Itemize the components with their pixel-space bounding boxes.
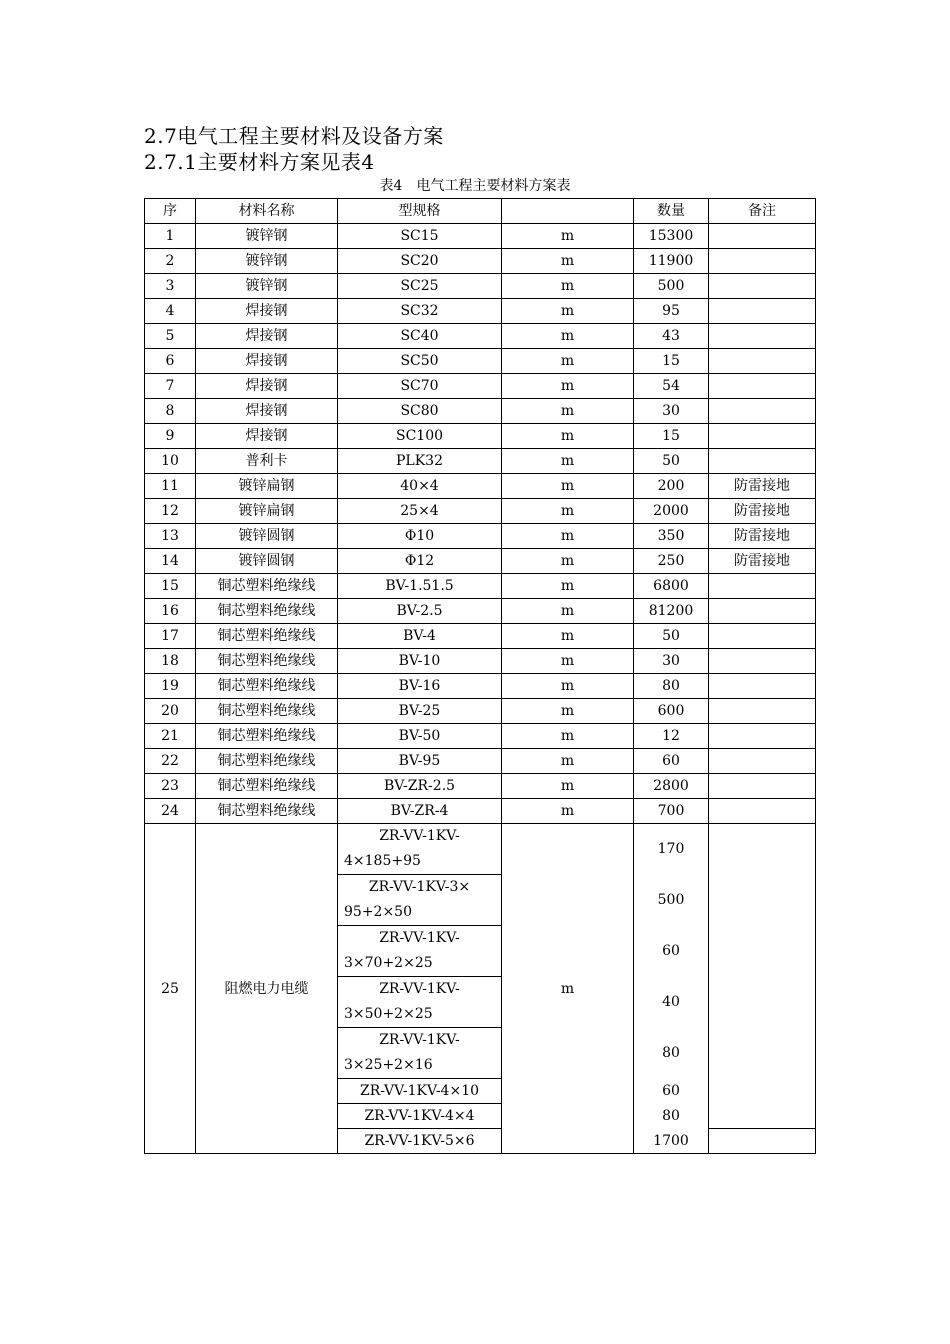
cell-note	[709, 574, 816, 599]
cell-qty: 15	[634, 349, 709, 374]
cell-unit: m	[502, 449, 634, 474]
cell-no: 21	[145, 724, 196, 749]
cell-spec: ZR-VV-1KV-5×6	[338, 1129, 502, 1154]
cell-qty: 6800	[634, 574, 709, 599]
cell-note	[709, 299, 816, 324]
cell-unit: m	[502, 624, 634, 649]
cell-qty: 60	[634, 749, 709, 774]
spec-line-1: ZR-VV-1KV-	[379, 981, 460, 997]
cell-qty: 12	[634, 724, 709, 749]
cell-unit: m	[502, 399, 634, 424]
cell-unit: m	[502, 474, 634, 499]
cell-note	[709, 774, 816, 799]
cell-note	[709, 724, 816, 749]
table-row	[145, 449, 816, 474]
cell-spec: BV-95	[338, 749, 502, 774]
cell-unit: m	[502, 224, 634, 249]
cell-qty: 81200	[634, 599, 709, 624]
cell-spec	[338, 977, 502, 1028]
cell-qty: 500	[634, 274, 709, 299]
table-header-row	[145, 199, 816, 224]
cell-name: 普利卡	[196, 449, 338, 474]
header-cell: 备注	[709, 199, 816, 224]
cell-no: 6	[145, 349, 196, 374]
cell-no: 9	[145, 424, 196, 449]
cell-spec: SC15	[338, 224, 502, 249]
cell-name: 铜芯塑料绝缘线	[196, 599, 338, 624]
cell-qty: 80	[634, 1104, 709, 1129]
cell-no: 15	[145, 574, 196, 599]
materials-table	[144, 198, 816, 1154]
cell-name: 阻燃电力电缆	[196, 824, 338, 1154]
cell-name: 铜芯塑料绝缘线	[196, 749, 338, 774]
cell-qty: 250	[634, 549, 709, 574]
cell-spec: PLK32	[338, 449, 502, 474]
cell-unit: m	[502, 774, 634, 799]
cell-no: 13	[145, 524, 196, 549]
table-row	[145, 274, 816, 299]
table-row	[145, 499, 816, 524]
cell-spec: BV-50	[338, 724, 502, 749]
table-row	[145, 349, 816, 374]
cell-note: 防雷接地	[709, 549, 816, 574]
spec-line-2: 3×25+2×16	[344, 1057, 433, 1073]
spec-line-1: ZR-VV-1KV-3×	[368, 879, 471, 895]
cell-qty: 200	[634, 474, 709, 499]
table-row	[145, 249, 816, 274]
cell-name: 铜芯塑料绝缘线	[196, 724, 338, 749]
table-row	[145, 574, 816, 599]
cell-qty: 1700	[634, 1129, 709, 1154]
cell-unit: m	[502, 374, 634, 399]
cell-qty: 50	[634, 449, 709, 474]
table-row	[145, 224, 816, 249]
cell-note	[709, 224, 816, 249]
cell-spec: SC70	[338, 374, 502, 399]
table-row	[145, 424, 816, 449]
cell-spec: SC40	[338, 324, 502, 349]
spec-line-2: 3×70+2×25	[344, 955, 433, 971]
cell-name: 铜芯塑料绝缘线	[196, 624, 338, 649]
cell-spec: BV-ZR-2.5	[338, 774, 502, 799]
table-row	[145, 549, 816, 574]
cell-no: 22	[145, 749, 196, 774]
cell-spec: SC25	[338, 274, 502, 299]
spec-line-1: ZR-VV-1KV-	[379, 930, 460, 946]
cell-spec: Φ12	[338, 549, 502, 574]
cell-spec: BV-1.51.5	[338, 574, 502, 599]
cell-note	[709, 249, 816, 274]
header-cell: 序	[145, 199, 196, 224]
cell-unit: m	[502, 249, 634, 274]
cell-name: 镀锌圆钢	[196, 549, 338, 574]
cell-no: 25	[145, 824, 196, 1154]
cell-unit: m	[502, 349, 634, 374]
cell-spec: BV-4	[338, 624, 502, 649]
cell-note: 防雷接地	[709, 524, 816, 549]
cell-note	[709, 674, 816, 699]
cell-spec: BV-2.5	[338, 599, 502, 624]
spec-line-2: 3×50+2×25	[344, 1006, 433, 1022]
cell-qty: 43	[634, 324, 709, 349]
cell-name: 镀锌扁钢	[196, 474, 338, 499]
cell-no: 23	[145, 774, 196, 799]
cell-note	[709, 649, 816, 674]
cell-unit: m	[502, 274, 634, 299]
cell-qty: 40	[634, 977, 709, 1028]
cell-qty: 11900	[634, 249, 709, 274]
spec-line-2: 95+2×50	[344, 904, 412, 920]
cell-spec	[338, 875, 502, 926]
cell-name: 铜芯塑料绝缘线	[196, 799, 338, 824]
cell-unit: m	[502, 324, 634, 349]
cell-spec: ZR-VV-1KV-4×10	[338, 1079, 502, 1104]
table-row	[145, 524, 816, 549]
cell-qty: 80	[634, 1028, 709, 1079]
header-cell	[502, 199, 634, 224]
cell-unit: m	[502, 599, 634, 624]
cell-no: 10	[145, 449, 196, 474]
cell-qty: 54	[634, 374, 709, 399]
table-row	[145, 299, 816, 324]
cell-name: 焊接钢	[196, 424, 338, 449]
cell-unit: m	[502, 549, 634, 574]
cell-spec: BV-16	[338, 674, 502, 699]
table-caption: 表4 电气工程主要材料方案表	[379, 178, 571, 194]
table-row	[145, 749, 816, 774]
cell-unit: m	[502, 749, 634, 774]
cell-name: 镀锌钢	[196, 224, 338, 249]
table-row	[145, 624, 816, 649]
cell-no: 3	[145, 274, 196, 299]
table-row	[145, 399, 816, 424]
cell-name: 铜芯塑料绝缘线	[196, 674, 338, 699]
cell-note	[709, 349, 816, 374]
header-cell: 材料名称	[196, 199, 338, 224]
cell-no: 16	[145, 599, 196, 624]
cell-note	[709, 824, 816, 1129]
spec-line-2: 4×185+95	[344, 853, 421, 869]
cell-spec: SC100	[338, 424, 502, 449]
cell-no: 1	[145, 224, 196, 249]
cell-note: 防雷接地	[709, 499, 816, 524]
cell-note	[709, 699, 816, 724]
table-row	[145, 724, 816, 749]
cell-spec: 25×4	[338, 499, 502, 524]
cell-no: 8	[145, 399, 196, 424]
cell-unit: m	[502, 299, 634, 324]
cell-no: 14	[145, 549, 196, 574]
cell-note	[709, 324, 816, 349]
table-row	[145, 374, 816, 399]
cell-unit: m	[502, 699, 634, 724]
cell-no: 7	[145, 374, 196, 399]
cell-no: 2	[145, 249, 196, 274]
cell-name: 镀锌扁钢	[196, 499, 338, 524]
table-row	[145, 599, 816, 624]
table-row	[145, 674, 816, 699]
cell-qty: 95	[634, 299, 709, 324]
cell-spec: Φ10	[338, 524, 502, 549]
cell-note	[709, 749, 816, 774]
cell-note	[709, 624, 816, 649]
cell-spec: BV-10	[338, 649, 502, 674]
cell-no: 5	[145, 324, 196, 349]
cell-unit: m	[502, 649, 634, 674]
header-cell: 型规格	[338, 199, 502, 224]
cell-qty: 30	[634, 399, 709, 424]
cell-no: 24	[145, 799, 196, 824]
cable-row	[145, 824, 816, 875]
cell-note	[709, 274, 816, 299]
cell-unit: m	[502, 524, 634, 549]
section-heading: 2.7电气工程主要材料及设备方案	[144, 124, 444, 148]
cell-no: 11	[145, 474, 196, 499]
cell-no: 4	[145, 299, 196, 324]
cell-name: 焊接钢	[196, 324, 338, 349]
cell-note	[709, 799, 816, 824]
cell-spec: SC50	[338, 349, 502, 374]
cell-name: 镀锌钢	[196, 274, 338, 299]
cell-spec	[338, 824, 502, 875]
spec-line-1: ZR-VV-1KV-	[379, 828, 460, 844]
table-row	[145, 774, 816, 799]
cell-name: 焊接钢	[196, 399, 338, 424]
cell-qty: 600	[634, 699, 709, 724]
cell-qty: 2000	[634, 499, 709, 524]
cell-note	[709, 1129, 816, 1154]
cell-unit: m	[502, 574, 634, 599]
cell-unit: m	[502, 674, 634, 699]
table-row	[145, 649, 816, 674]
cell-spec: 40×4	[338, 474, 502, 499]
cell-unit: m	[502, 424, 634, 449]
table-row	[145, 324, 816, 349]
cell-no: 20	[145, 699, 196, 724]
cell-unit: m	[502, 499, 634, 524]
cell-no: 17	[145, 624, 196, 649]
cell-spec: BV-25	[338, 699, 502, 724]
spec-line-1: ZR-VV-1KV-	[379, 1032, 460, 1048]
cell-qty: 15300	[634, 224, 709, 249]
cell-qty: 30	[634, 649, 709, 674]
cell-qty: 500	[634, 875, 709, 926]
table-row	[145, 474, 816, 499]
cell-spec: BV-ZR-4	[338, 799, 502, 824]
cell-name: 焊接钢	[196, 374, 338, 399]
cell-note	[709, 374, 816, 399]
cell-name: 镀锌钢	[196, 249, 338, 274]
cell-name: 铜芯塑料绝缘线	[196, 649, 338, 674]
cell-note	[709, 424, 816, 449]
cell-qty: 50	[634, 624, 709, 649]
cell-name: 焊接钢	[196, 299, 338, 324]
table-row	[145, 699, 816, 724]
cell-name: 镀锌圆钢	[196, 524, 338, 549]
cell-qty: 2800	[634, 774, 709, 799]
cell-name: 焊接钢	[196, 349, 338, 374]
cell-name: 铜芯塑料绝缘线	[196, 699, 338, 724]
cell-no: 18	[145, 649, 196, 674]
cell-unit: m	[502, 724, 634, 749]
cell-note	[709, 449, 816, 474]
cell-unit: m	[502, 824, 634, 1154]
header-cell: 数量	[634, 199, 709, 224]
cell-no: 12	[145, 499, 196, 524]
table-row	[145, 799, 816, 824]
cell-note: 防雷接地	[709, 474, 816, 499]
cell-qty: 170	[634, 824, 709, 875]
cell-spec: SC32	[338, 299, 502, 324]
cell-note	[709, 399, 816, 424]
cell-spec	[338, 926, 502, 977]
cell-spec	[338, 1028, 502, 1079]
cell-qty: 60	[634, 926, 709, 977]
cell-no: 19	[145, 674, 196, 699]
cell-spec: SC20	[338, 249, 502, 274]
cell-spec: ZR-VV-1KV-4×4	[338, 1104, 502, 1129]
subsection-heading: 2.7.1主要材料方案见表4	[144, 150, 375, 174]
cell-note	[709, 599, 816, 624]
cell-qty: 700	[634, 799, 709, 824]
cell-name: 铜芯塑料绝缘线	[196, 574, 338, 599]
cell-spec: SC80	[338, 399, 502, 424]
cell-unit: m	[502, 799, 634, 824]
cell-name: 铜芯塑料绝缘线	[196, 774, 338, 799]
cell-qty: 15	[634, 424, 709, 449]
cell-qty: 60	[634, 1079, 709, 1104]
cell-qty: 350	[634, 524, 709, 549]
cell-qty: 80	[634, 674, 709, 699]
